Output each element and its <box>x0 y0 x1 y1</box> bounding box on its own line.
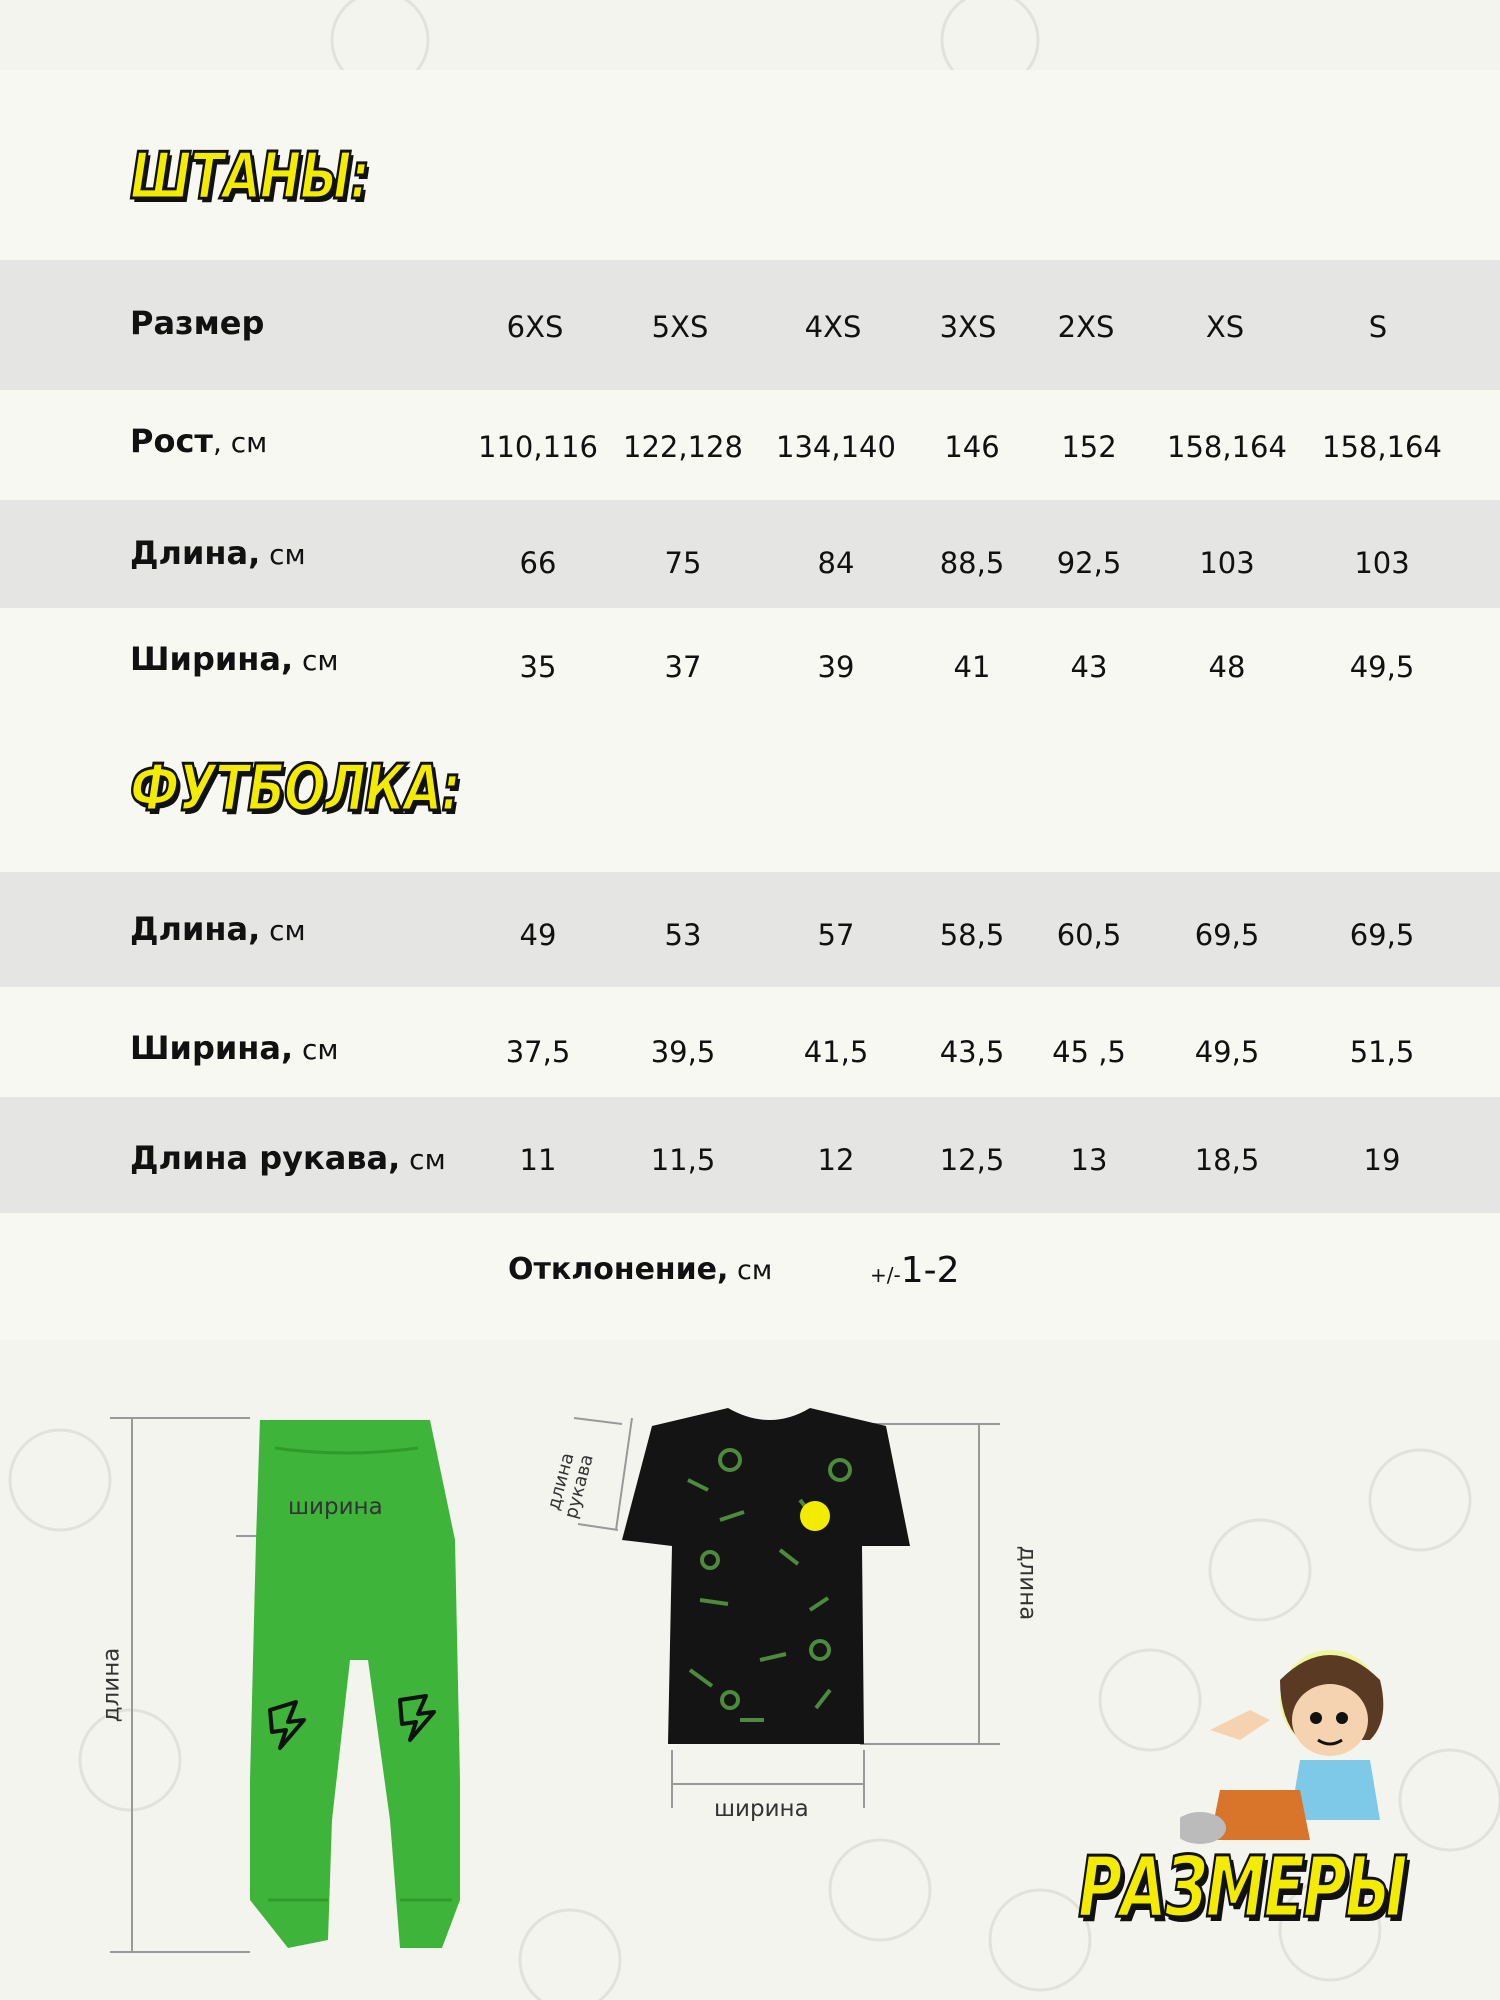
table-cell: 122,128 <box>623 430 743 464</box>
size-header: 2XS <box>1057 310 1115 344</box>
deviation-prefix: +/- <box>870 1263 901 1287</box>
table-cell: 158,164 <box>1167 430 1287 464</box>
table-cell: 11,5 <box>650 1143 716 1177</box>
size-header: 3XS <box>939 310 997 344</box>
size-header: S <box>1368 310 1388 344</box>
row-unit: см <box>293 644 339 677</box>
row-unit: см <box>260 538 306 571</box>
table-cell: 88,5 <box>939 546 1005 580</box>
deviation-title: Отклонение, <box>508 1252 729 1287</box>
tshirt-row-sleeve <box>0 1097 1500 1213</box>
row-label: Рост <box>130 422 213 460</box>
table-cell: 11 <box>519 1143 557 1177</box>
pants-row-width <box>0 608 1500 718</box>
tshirt-row-width <box>0 987 1500 1097</box>
table-cell: 69,5 <box>1349 918 1415 952</box>
table-cell: 45 ,5 <box>1052 1035 1126 1069</box>
size-header: 6XS <box>506 310 564 344</box>
row-label: Длина рукава, <box>130 1139 401 1177</box>
size-label: Размер <box>130 304 265 342</box>
table-cell: 84 <box>817 546 855 580</box>
table-cell: 43,5 <box>939 1035 1005 1069</box>
brand-title: РАЗМЕРЫ <box>1078 1838 1406 1936</box>
table-cell: 13 <box>1070 1143 1108 1177</box>
table-cell: 57 <box>817 918 855 952</box>
table-cell: 51,5 <box>1349 1035 1415 1069</box>
row-unit: , см <box>212 426 268 459</box>
table-cell: 39 <box>817 650 855 684</box>
deviation-unit: см <box>728 1255 773 1286</box>
table-cell: 58,5 <box>939 918 1005 952</box>
tshirt-row-length <box>0 872 1500 987</box>
table-cell: 152 <box>1061 430 1117 464</box>
size-header: 5XS <box>651 310 709 344</box>
row-label: Ширина, <box>130 640 294 678</box>
table-cell: 48 <box>1208 650 1246 684</box>
table-cell: 41,5 <box>803 1035 869 1069</box>
sleeve-text: длина рукава <box>543 1450 598 1521</box>
pants-heading: ШТАНЫ: <box>130 140 369 214</box>
table-cell: 18,5 <box>1194 1143 1260 1177</box>
table-cell: 43 <box>1070 650 1108 684</box>
deviation-label <box>508 1252 772 1287</box>
row-label: Ширина, <box>130 1029 294 1067</box>
table-cell: 12 <box>817 1143 855 1177</box>
table-cell: 75 <box>664 546 702 580</box>
table-cell: 134,140 <box>776 430 896 464</box>
pants-illustration <box>100 1400 500 1960</box>
table-cell: 110,116 <box>478 430 598 464</box>
table-cell: 60,5 <box>1056 918 1122 952</box>
table-cell: 49 <box>519 918 557 952</box>
row-label: Длина, <box>130 910 261 948</box>
table-cell: 92,5 <box>1056 546 1122 580</box>
table-cell: 49,5 <box>1194 1035 1260 1069</box>
tshirt-length-label: длина <box>1014 1545 1041 1621</box>
row-label: Длина, <box>130 534 261 572</box>
row-unit: см <box>260 914 306 947</box>
table-cell: 66 <box>519 546 557 580</box>
table-cell: 35 <box>519 650 557 684</box>
table-cell: 37,5 <box>505 1035 571 1069</box>
table-cell: 39,5 <box>650 1035 716 1069</box>
table-cell: 103 <box>1354 546 1410 580</box>
table-cell: 49,5 <box>1349 650 1415 684</box>
row-unit: см <box>400 1143 446 1176</box>
tshirt-illustration <box>560 1400 1020 1820</box>
pants-length-label: длина <box>98 1647 125 1723</box>
pants-row-height <box>0 390 1500 500</box>
tshirt-width-label: ширина <box>714 1796 809 1822</box>
deviation-number: 1-2 <box>900 1250 960 1291</box>
row-unit: см <box>293 1033 339 1066</box>
table-cell: 146 <box>944 430 1000 464</box>
table-cell: 12,5 <box>939 1143 1005 1177</box>
tshirt-heading: ФУТБОЛКА: <box>130 752 460 826</box>
table-cell: 53 <box>664 918 702 952</box>
size-header-row <box>0 260 1500 390</box>
table-cell: 69,5 <box>1194 918 1260 952</box>
table-cell: 158,164 <box>1322 430 1442 464</box>
pants-row-length <box>0 500 1500 608</box>
deviation-value <box>870 1250 960 1291</box>
table-cell: 41 <box>953 650 991 684</box>
size-header: XS <box>1205 310 1245 344</box>
table-cell: 103 <box>1199 546 1255 580</box>
pants-width-label: ширина <box>288 1494 383 1520</box>
table-cell: 19 <box>1363 1143 1401 1177</box>
size-header: 4XS <box>804 310 862 344</box>
table-cell: 37 <box>664 650 702 684</box>
